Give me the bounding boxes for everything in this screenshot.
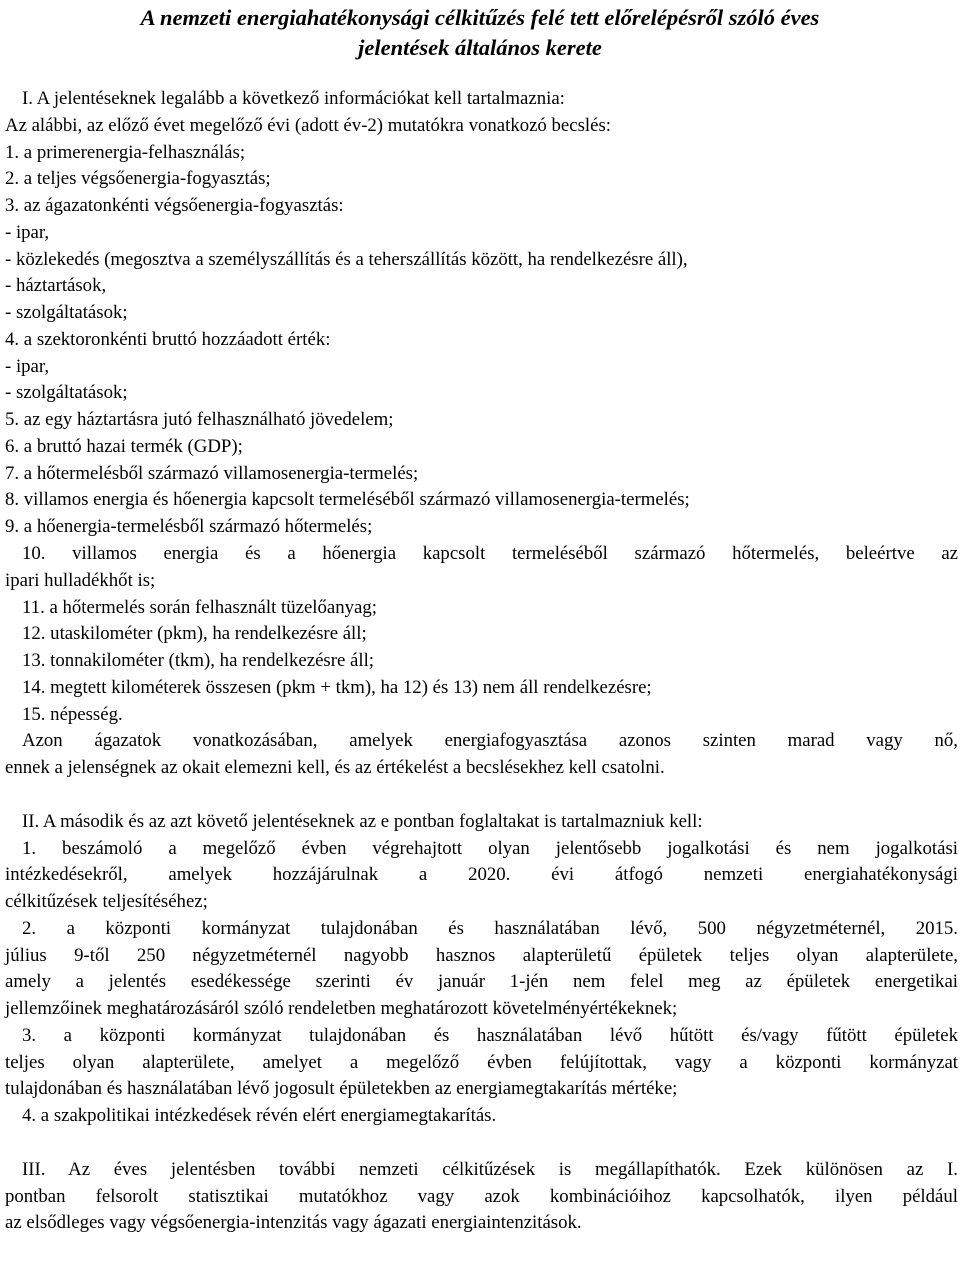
section-2-paragraph-2-line: amely a jelentés esedékessége szerinti év január 1-jén nem felel meg az épületek energetikai <box>5 971 958 992</box>
list-item: 12. utaskilométer (pkm), ha rendelkezésre áll; <box>22 623 367 644</box>
section-3-line: III. Az éves jelentésben további nemzeti célkitűzések is megállapíthatók. Ezek különösen az I. <box>22 1159 958 1180</box>
list-subitem: - ipar, <box>5 356 50 377</box>
section-2-paragraph-1-line: 1. beszámoló a megelőző évben végrehajtott olyan jelentősebb jogalkotási és nem jogalkotási <box>22 838 958 859</box>
section-2-paragraph-3-line: 3. a központi kormányzat tulajdonában és használatában lévő hűtött és/vagy fűtött épületek <box>22 1025 958 1046</box>
list-item: 2. a teljes végsőenergia-fogyasztás; <box>5 168 271 189</box>
list-item-10-line-1: 10. villamos energia és a hőenergia kapcsolt termeléséből származó hőtermelés, beleértve az <box>22 543 958 564</box>
list-item: 1. a primerenergia-felhasználás; <box>5 142 246 163</box>
section-2-paragraph-1-line: intézkedésekről, amelyek hozzájárulnak a 2020. évi átfogó nemzeti energiahatékonysági <box>5 864 958 885</box>
document-title-line-1: A nemzeti energiahatékonysági célkitűzés felé tett előrelépésről szóló éves <box>140 5 820 30</box>
list-subitem: - háztartások, <box>5 275 107 296</box>
list-item: 14. megtett kilométerek összesen (pkm + tkm), ha 12) és 13) nem áll rendelkezésre; <box>22 677 652 698</box>
section-2-paragraph-2-line: jellemzőinek meghatározásáról szóló rendeletben meghatározott követelményértékeknek; <box>5 998 678 1019</box>
section-1-heading: I. A jelentéseknek legalább a következő információkat kell tartalmaznia: <box>22 88 565 109</box>
section-2-paragraph-3-line: teljes olyan alapterülete, amelyet a megelőző évben felújítottak, vagy a központi kormányzat <box>5 1052 958 1073</box>
list-item: 13. tonnakilométer (tkm), ha rendelkezésre áll; <box>22 650 375 671</box>
list-item: 8. villamos energia és hőenergia kapcsolt termeléséből származó villamosenergia-termelés; <box>5 489 690 510</box>
list-item: 11. a hőtermelés során felhasznált tüzelőanyag; <box>22 597 377 618</box>
document-title-line-2: jelentések általános kerete <box>358 35 602 60</box>
section-2-paragraph-2-line: július 9-től 250 négyzetméternél nagyobb hasznos alapterületű épületek teljes olyan alapterülete, <box>5 945 958 966</box>
section-2-paragraph-1-line: célkitűzések teljesítéséhez; <box>5 891 208 912</box>
list-item: 3. az ágazatonkénti végsőenergia-fogyasztás: <box>5 195 344 216</box>
section-2-paragraph-3-line: tulajdonában és használatában lévő jogosult épületekben az energiamegtakarítás mértéke; <box>5 1078 678 1099</box>
list-item-10-line-2: ipari hulladékhőt is; <box>5 570 156 591</box>
list-item: 15. népesség. <box>22 704 123 725</box>
list-subitem: - szolgáltatások; <box>5 302 128 323</box>
list-item: 7. a hőtermelésből származó villamosenergia-termelés; <box>5 463 419 484</box>
list-subitem: - szolgáltatások; <box>5 382 128 403</box>
section-2-paragraph-4: 4. a szakpolitikai intézkedések révén elért energiamegtakarítás. <box>22 1105 497 1126</box>
section-3-line: az elsődleges vagy végsőenergia-intenzitás vagy ágazati energiaintenzitások. <box>5 1212 582 1233</box>
section-1-closing-line-1: Azon ágazatok vonatkozásában, amelyek energiafogyasztása azonos szinten marad vagy nő, <box>22 730 958 751</box>
section-1-closing-line-2: ennek a jelenségnek az okait elemezni kell, és az értékelést a becslésekhez kell csatolni. <box>5 757 665 778</box>
section-2-heading: II. A második és az azt követő jelentéseknek az e pontban foglaltakat is tartalmazniuk kell: <box>22 811 703 832</box>
list-subitem: - ipar, <box>5 222 50 243</box>
list-subitem: - közlekedés (megosztva a személyszállítás és a teherszállítás között, ha rendelkezésre áll), <box>5 249 688 270</box>
section-2-paragraph-2-line: 2. a központi kormányzat tulajdonában és használatában lévő, 500 négyzetméternél, 2015. <box>22 918 958 939</box>
list-item: 6. a bruttó hazai termék (GDP); <box>5 436 243 457</box>
list-item: 4. a szektoronkénti bruttó hozzáadott érték: <box>5 329 331 350</box>
list-item: 5. az egy háztartásra jutó felhasználható jövedelem; <box>5 409 394 430</box>
section-3-line: pontban felsorolt statisztikai mutatókhoz vagy azok kombinációihoz kapcsolhatók, ilyen például <box>5 1186 958 1207</box>
list-item: 9. a hőenergia-termelésből származó hőtermelés; <box>5 516 373 537</box>
section-1-intro: Az alábbi, az előző évet megelőző évi (adott év-2) mutatókra vonatkozó becslés: <box>5 115 611 136</box>
